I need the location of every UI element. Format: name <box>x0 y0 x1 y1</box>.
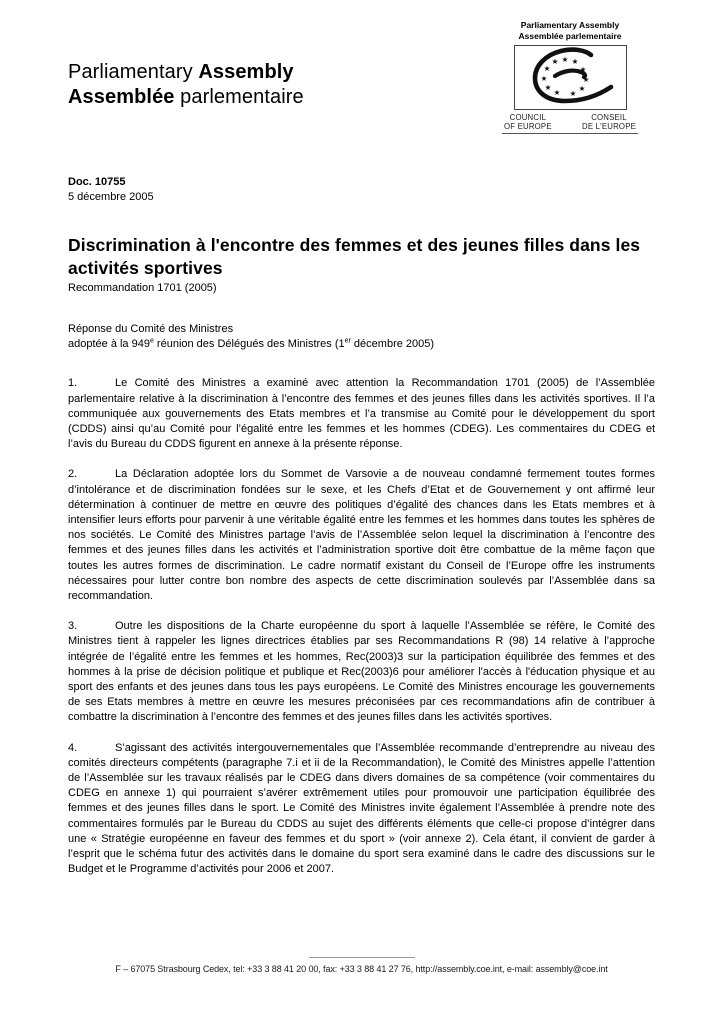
svg-text:★: ★ <box>578 84 585 93</box>
svg-text:★: ★ <box>561 55 568 64</box>
svg-text:★: ★ <box>579 65 586 74</box>
response-block <box>68 322 655 352</box>
doc-number: Doc. 10755 <box>68 176 126 188</box>
paragraph-3-text: Outre les dispositions de la Charte européenne du sport à laquelle l’Assemblée se réfère, le Comité des Ministres tient à rappeler les lignes directrices établies par ses Recommandations R (98) 14 relative à l’approche intégrée de l’égalité entre les femmes et les hommes, Rec(2003)3 sur la participation équilibrée des femmes et des hommes à la prise de décision politique et publique et Rec(2003)6 pour améliorer l'accès à l'éducation physique et au sport des enfants et des jeunes dans tous les pays européens. Le Comité des Ministres encourage les gouvernements de ses Etats membres à mettre en œuvre les mesures préconisées par ces recommandations afin de contribuer à combattre la discrimination à l’encontre des femmes et des jeunes filles dans les activités sportives. <box>68 620 655 724</box>
paragraph-4-number: 4. <box>68 741 78 754</box>
paragraph-1-number: 1. <box>68 377 78 390</box>
document-subtitle: Recommandation 1701 (2005) <box>68 282 217 294</box>
svg-text:★: ★ <box>540 74 547 83</box>
footer-divider <box>309 957 415 958</box>
masthead-assembly: Assembly <box>198 61 294 83</box>
masthead <box>68 60 304 110</box>
superscript-e: e <box>149 337 154 345</box>
svg-text:★: ★ <box>582 75 589 84</box>
coe-logo-block <box>502 20 638 134</box>
council-caption-en: COUNCIL OF EUROPE <box>504 113 552 131</box>
svg-text:★: ★ <box>553 88 560 97</box>
document-body <box>68 376 655 877</box>
council-caption-fr: CONSEIL DE L'EUROPE <box>582 113 636 131</box>
svg-text:★: ★ <box>543 64 550 73</box>
doc-date: 5 décembre 2005 <box>68 190 154 203</box>
paragraph-4 <box>68 741 655 878</box>
masthead-line-en <box>68 60 304 85</box>
doc-info <box>68 175 655 204</box>
svg-text:★: ★ <box>569 89 576 98</box>
paragraph-2 <box>68 467 655 604</box>
council-captions <box>502 110 638 134</box>
logo-label <box>502 20 638 41</box>
masthead-line-fr <box>68 85 304 110</box>
masthead-parlementaire: parlementaire <box>180 86 304 108</box>
svg-text:★: ★ <box>551 57 558 66</box>
footer-contact-line: F – 67075 Strasbourg Cedex, tel: +33 3 88 41 20 00, fax: +33 3 88 41 27 76, http://assembly.coe.int, e-mail: assembly@coe.int <box>115 964 608 974</box>
response-adoption-line: adoptée à la 949e réunion des Délégués des Ministres (1er décembre 2005) <box>68 337 435 351</box>
paragraph-3-number: 3. <box>68 620 78 633</box>
logo-label-line2: Assemblée parlementaire <box>518 30 622 41</box>
logo-label-line1: Parliamentary Assembly <box>520 20 620 30</box>
paragraph-4-text: S’agissant des activités intergouvernementales que l’Assemblée recommande d’entreprendre au niveau des comités directeurs compétents (paragraphe 7.i et ii de la Recommandation), le Comité des Ministres appelle l’attention de l’Assemblée sur les travaux réalisés par le CDEG dans divers domaines de sa compétence (voir commentaires du CDEG en annexe 1) qui pourraient s’avérer extrêmement utiles pour promouvoir une participation équilibrée des femmes et des jeunes filles dans le sport. Le Comité des Ministres invite également l’Assemblée à prendre note des commentaires formulés par le Bureau du CDDS au sujet des différents éléments que celle-ci propose d’intégrer dans une « Stratégie européenne en faveur des femmes et du sport » (voir annexe 2). Cela étant, il convient de garder à l’esprit que le schéma futur des activités dans le domaine du sport sera examiné dans le cadre des discussions sur le Budget et le Programme d’activités pour 2006 et 2007. <box>68 741 655 876</box>
svg-text:★: ★ <box>571 57 578 66</box>
document-title: Discrimination à l'encontre des femmes et des jeunes filles dans les activités sportives <box>68 235 641 278</box>
paragraph-1 <box>68 376 655 452</box>
masthead-assemblee: Assemblée <box>68 86 181 108</box>
svg-text:★: ★ <box>544 83 551 92</box>
council-of-europe-emblem-icon <box>514 45 627 110</box>
footer <box>0 957 723 975</box>
header <box>68 0 655 140</box>
superscript-er: er <box>344 337 351 345</box>
paragraph-1-text: Le Comité des Ministres a examiné avec attention la Recommandation 1701 (2005) de l’Assemblée parlementaire relative à la discrimination à l’encontre des femmes et des jeunes filles dans les activités sportives. Il l’a communiquée aux gouvernements des Etats membres et l’a transmise au Comité pour le développement du sport (CDDS) ainsi qu’au Comité pour l’égalité entre les femmes et les hommes (CDEG). Les commentaires du CDEG et l’avis du Bureau du CDDS figurent en annexe à la présente réponse. <box>68 377 655 451</box>
paragraph-2-number: 2. <box>68 468 78 481</box>
paragraph-2-text: La Déclaration adoptée lors du Sommet de Varsovie a de nouveau condamné fermement toutes formes d’intolérance et de discrimination fondées sur le sexe, et les Chefs d’Etat et de Gouvernement y ont affirmé leur détermination à continuer de mettre en œuvre des politiques d’égalité des chances dans les Etats membres et à intensifier leurs efforts pour parvenir à une véritable égalité entre les femmes et les hommes dans toutes les sphères de nos sociétés. Le Comité des Ministres partage l’avis de l’Assemblée selon lequel la discrimination à l’encontre des femmes et des jeunes filles dans les activités et l’administration sportive doit être combattue de la même façon que toutes les autres formes de discrimination. Le cadre normatif existant du Conseil de l’Europe offre les instruments nécessaires pour lutter contre bon nombre des aspects de cette discrimination soulevés par l’Assemblée dans sa recommandation. <box>68 468 655 603</box>
response-heading: Réponse du Comité des Ministres <box>68 323 234 335</box>
paragraph-3 <box>68 619 655 725</box>
masthead-parliamentary: Parliamentary <box>68 61 199 83</box>
